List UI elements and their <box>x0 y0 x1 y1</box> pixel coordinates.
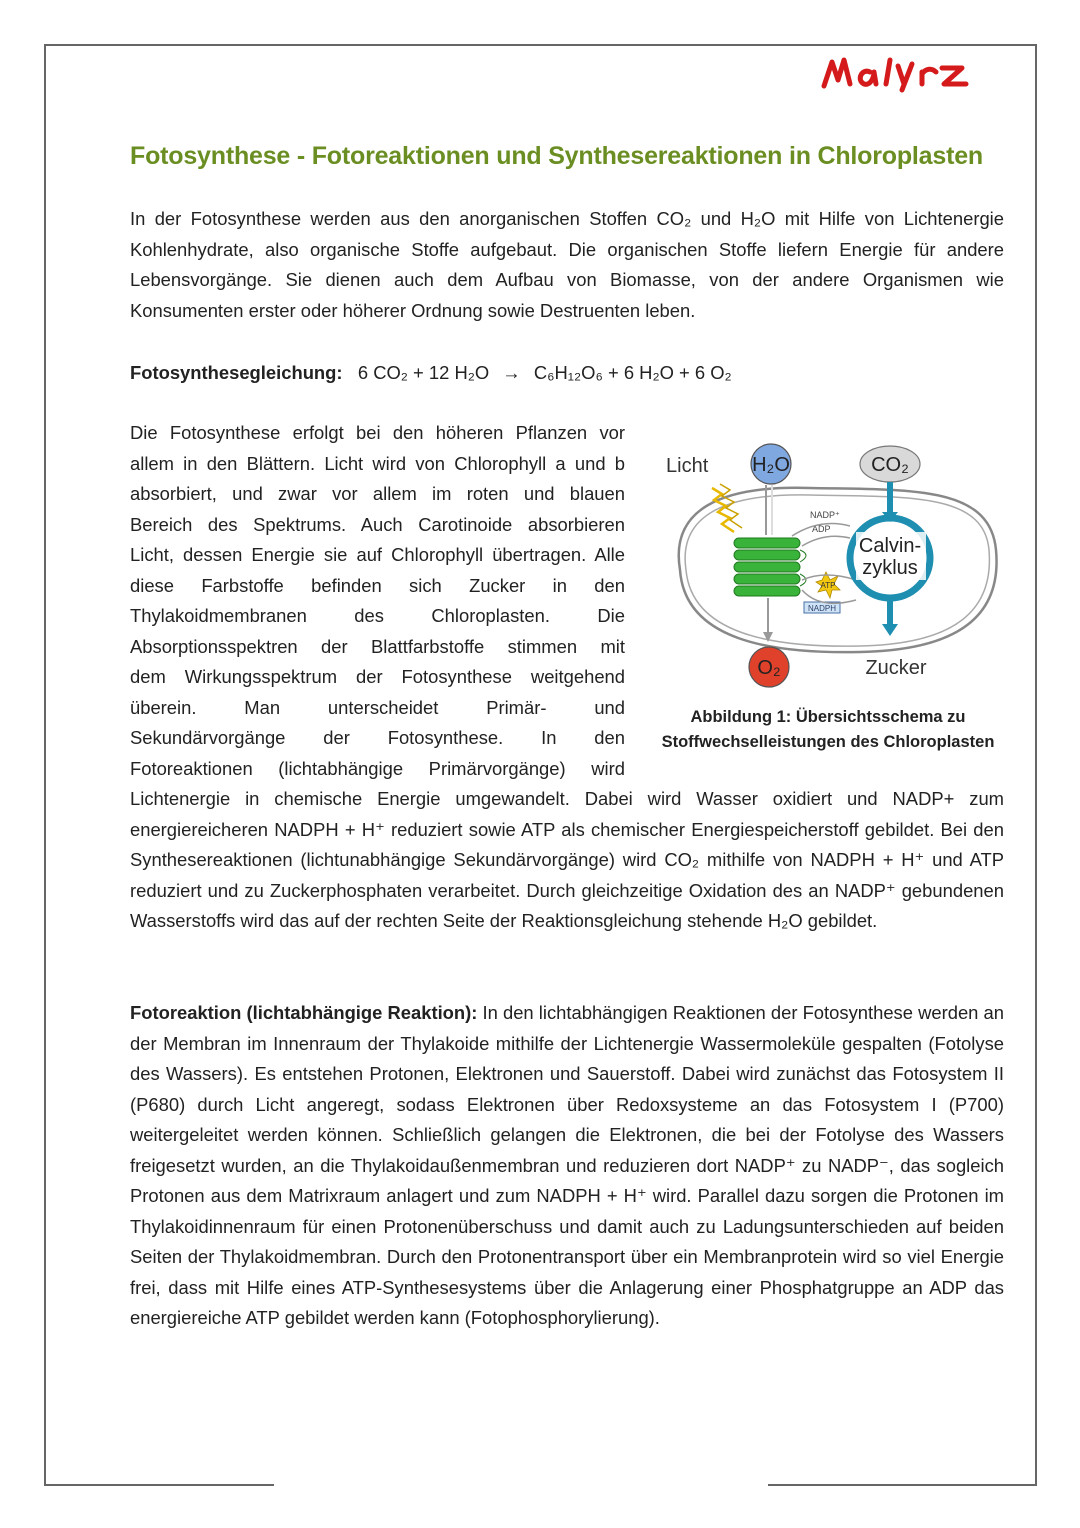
page-border-bottom-right <box>768 1484 1037 1486</box>
page-border-bottom-left <box>44 1484 274 1486</box>
text-line: Licht, dessen Energie sie auf Chlorophyll übertragen. Alle <box>130 544 625 565</box>
atp-label: ATP <box>820 581 836 590</box>
text-line: dem Wirkungsspektrum der Fotosynthese weitgehend <box>130 666 625 687</box>
fotoreaktion-heading: Fotoreaktion (lichtabhängige Reaktion): <box>130 1002 478 1023</box>
calvin-label-line2: zyklus <box>862 557 918 579</box>
fotoreaktion-text: In den lichtabhängigen Reaktionen der Fotosynthese werden an der Membran im Innenraum der Thylakoide mithilfe der Lichtenergie Wassermoleküle gespalten (Fotolyse des Wassers). Es entstehen Protonen, Elektronen und Sauerstoff. Dabei wird zunächst das Fotosystem II (P680) durch Licht angeregt, sodass Elektronen über Redoxsysteme an das Fotosystem I (P700) weitergeleitet werden können. Schließlich gelangen die Elektronen, die bei der Fotolyse des Wassers freigesetzt wurden, an die Thylakoidaußenmembran und reduzieren dort NADP⁺ zu NADP⁻, das sogleich Protonen aus dem Matrixraum anlagert und zum NADPH + H⁺ wird. Parallel dazu sorgen die Protonen im Thylakoidinnenraum für einen Protonenüberschuss und damit auch zu Ladungsunterschieden auf beiden Seiten der Thylakoidmembran. Durch den Protonentransport über ein Membranprotein wird so viel Energie frei, dass mit Hilfe eines ATP-Synthesesystems über die Anlagerung einer Phosphatgruppe an ADP das energiereiche ATP gebildet werden kann (Fotophosphorylierung). <box>130 1002 1004 1328</box>
handwritten-signature <box>818 50 978 100</box>
equation-left: 6 CO₂ + 12 H₂O <box>357 362 490 383</box>
equation-label: Fotosynthesegleichung: <box>130 362 343 383</box>
text-line: Thylakoidmembranen des Chloroplasten. Die <box>130 605 625 626</box>
text-line: überein. Man unterscheidet Primär- und <box>130 696 625 718</box>
thylakoid-stack <box>734 538 806 596</box>
caption-line-2: Stoffwechselleistungen des Chloroplasten <box>661 733 995 751</box>
text-line: Sekundärvorgänge der Fotosynthese. In den <box>130 727 625 748</box>
text-line: Bereich des Spektrums. Auch Carotinoide absorbieren <box>130 513 625 535</box>
co2-label: CO₂ <box>871 454 909 476</box>
page-border-top <box>44 44 1037 46</box>
text-line: Die Fotosynthese erfolgt bei den höheren Pflanzen vor <box>130 422 625 443</box>
equation-right: C₆H₁₂O₆ + 6 H₂O + 6 O₂ <box>533 362 732 383</box>
body-column-text <box>130 418 625 784</box>
nadph-label: NADPH <box>807 604 837 613</box>
equation-arrow: → <box>502 362 521 383</box>
text-line: absorbiert, und zwar vor allem im roten und blauen <box>130 483 625 504</box>
nadp-label: NADP⁺ <box>810 510 840 520</box>
adp-label: ADP <box>812 524 831 534</box>
page-border-right <box>1035 44 1037 1486</box>
text-line: diese Farbstoffe befinden sich Zucker in den <box>130 574 625 596</box>
figure-caption <box>650 705 1006 755</box>
page-border-left <box>44 44 46 1486</box>
licht-label: Licht <box>666 455 709 477</box>
text-line: Absorptionsspektren der Blattfarbstoffe stimmen mit <box>130 635 625 657</box>
caption-line-1: Abbildung 1: Übersichtsschema zu <box>690 708 966 726</box>
body-full-text: Lichtenergie in chemische Energie umgewandelt. Dabei wird Wasser oxidiert und NADP+ zum energiereicheren NADPH + H⁺ reduziert sowie ATP als chemischer Energiespeicherstoff gebildet. Bei den Synthesereaktionen (lichtunabhängige Sekundärvorgänge) wird CO₂ mithilfe von NADPH + H⁺ und ATP reduziert und zu Zuckerphosphaten verarbeitet. Durch gleichzeitige Oxidation des an NADP⁺ gebundenen Wasserstoffs wird das auf der rechten Seite der Reaktionsgleichung stehende H₂O gebildet. <box>130 788 1004 931</box>
intro-paragraph: In der Fotosynthese werden aus den anorganischen Stoffen CO₂ und H₂O mit Hilfe von Lichtenergie Kohlenhydrate, also organische Stoffe aufgebaut. Die organischen Stoffe liefern Energie für andere Lebensvorgänge. Sie dienen auch dem Aufbau von Biomasse, von der andere Organismen wie Konsumenten erster oder höherer Ordnung sowie Destruenten leben. <box>130 208 1004 321</box>
text-line: Fotoreaktionen (lichtabhängige Primärvorgänge) wird <box>130 757 625 779</box>
page-title: Fotosynthese - Fotoreaktionen und Synthesereaktionen in Chloroplasten <box>130 142 983 170</box>
h2o-label: H₂O <box>752 454 790 476</box>
calvin-label-line1: Calvin- <box>858 535 922 557</box>
o2-label: O₂ <box>757 657 781 679</box>
fotoreaktion-paragraph <box>130 998 1004 1334</box>
text-line: allem in den Blättern. Licht wird von Chlorophyll a und b <box>130 452 625 474</box>
chloroplast-diagram <box>660 440 1000 700</box>
photosynthesis-equation <box>130 358 740 388</box>
zucker-label: Zucker <box>865 657 927 679</box>
